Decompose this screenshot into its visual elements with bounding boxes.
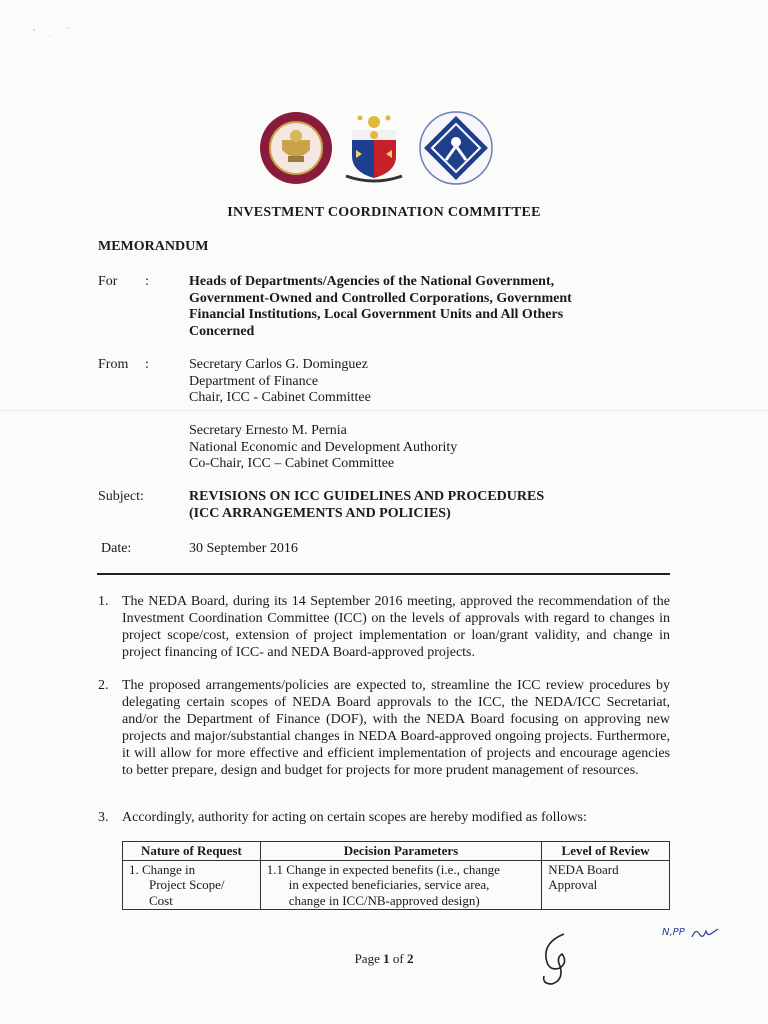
table-row bbox=[123, 860, 670, 910]
committee-heading: INVESTMENT COORDINATION COMMITTEE bbox=[227, 205, 541, 220]
from-line: Co-Chair, ICC – Cabinet Committee bbox=[189, 456, 395, 471]
subject-text bbox=[189, 489, 544, 522]
handwritten-initials: N,PP bbox=[662, 927, 685, 938]
subject-line: (ICC ARRANGEMENTS AND POLICIES) bbox=[189, 505, 451, 521]
for-line: Financial Institutions, Local Government Units and All Others bbox=[189, 307, 564, 322]
subject-label: Subject: bbox=[98, 489, 144, 504]
from-line: Chair, ICC - Cabinet Committee bbox=[189, 390, 371, 405]
from-line: Department of Finance bbox=[189, 373, 319, 389]
page-of: of bbox=[389, 951, 407, 966]
paragraph-text: Accordingly, authority for acting on certain scopes are hereby modified as follows: bbox=[122, 810, 587, 825]
from-colon: : bbox=[145, 357, 149, 372]
from-line: National Economic and Development Authority bbox=[189, 439, 458, 455]
cell-line: Approval bbox=[548, 877, 598, 892]
cell-line: 1. Change in bbox=[129, 861, 196, 877]
header-logos bbox=[258, 110, 498, 188]
date-label: Date: bbox=[101, 541, 132, 556]
from-label: From bbox=[98, 357, 129, 372]
for-colon: : bbox=[145, 274, 149, 289]
handwritten-signature bbox=[534, 928, 578, 988]
page-total: 2 bbox=[406, 951, 414, 966]
for-line: Heads of Departments/Agencies of the National Government, bbox=[189, 274, 555, 289]
review-levels-table bbox=[122, 841, 670, 910]
column-header: Decision Parameters bbox=[260, 842, 541, 861]
from-line: Secretary Ernesto M. Pernia bbox=[189, 423, 347, 438]
date-value: 30 September 2016 bbox=[189, 541, 298, 556]
column-header: Level of Review bbox=[542, 842, 670, 861]
column-header: Nature of Request bbox=[123, 842, 261, 861]
cell-line: Project Scope/ bbox=[149, 877, 225, 892]
paragraph-number: 2. bbox=[98, 678, 109, 693]
cell-line: 1.1 Change in expected benefits (i.e., change bbox=[266, 861, 500, 877]
paragraph-text: The NEDA Board, during its 14 September 2016 meeting, approved the recommendation of the Investment Coordination Committee (ICC) on the levels of approvals with regard to changes in project scope/cost, extension of project implementation or loan/grant validity, and change in project financing of ICC- and NEDA Board-approved projects. bbox=[122, 594, 670, 660]
header-divider bbox=[97, 573, 670, 575]
coat-of-arms-logo bbox=[342, 110, 406, 186]
initials-scribble bbox=[690, 925, 720, 941]
from-sender-cochair bbox=[189, 423, 457, 473]
for-line: Concerned bbox=[189, 323, 255, 339]
page-prefix: Page bbox=[354, 951, 384, 966]
for-line: Government-Owned and Controlled Corporations, Government bbox=[189, 290, 572, 306]
paragraph-2 bbox=[98, 677, 670, 779]
neda-seal-logo bbox=[418, 110, 494, 186]
paragraph-number: 3. bbox=[98, 810, 109, 825]
dof-seal-logo bbox=[258, 110, 334, 186]
from-line: Secretary Carlos G. Dominguez bbox=[189, 357, 368, 372]
cell-line: NEDA Board bbox=[548, 861, 619, 877]
paragraph-1 bbox=[98, 593, 670, 661]
table-cell-parameters bbox=[260, 860, 541, 910]
cell-line: change in ICC/NB-approved design) bbox=[288, 892, 480, 908]
for-recipients bbox=[189, 274, 572, 340]
table-cell-level bbox=[542, 860, 670, 910]
cell-line: in expected beneficiaries, service area, bbox=[288, 877, 490, 892]
page-current: 1 bbox=[383, 951, 390, 966]
page-number bbox=[0, 951, 768, 967]
for-label: For bbox=[98, 274, 118, 289]
scan-fold-line bbox=[0, 410, 768, 411]
paragraph-number: 1. bbox=[98, 594, 109, 609]
cell-line: Cost bbox=[149, 892, 173, 908]
table-header-row bbox=[123, 842, 670, 861]
memo-title: MEMORANDUM bbox=[98, 239, 209, 254]
subject-line: REVISIONS ON ICC GUIDELINES AND PROCEDURES bbox=[189, 489, 545, 504]
from-sender-chair bbox=[189, 357, 371, 407]
table-cell-nature bbox=[123, 860, 261, 910]
paragraph-3 bbox=[98, 809, 670, 826]
paragraph-text: The proposed arrangements/policies are expected to, streamline the ICC review procedures by delegating certain scopes of NEDA Board approvals to the ICC, the NEDA/ICC Secretariat, and/or the Department of Finance (DOF), with the NEDA Board focusing on approving new projects and major/substantial changes in NEDA Board-approved ongoing projects. Furthermore, it will allow for more effective and efficient implementation of projects and encourage agencies to better prepare, design and budget for projects for more prudent management of resources. bbox=[122, 678, 670, 778]
scan-speckles bbox=[28, 22, 108, 62]
